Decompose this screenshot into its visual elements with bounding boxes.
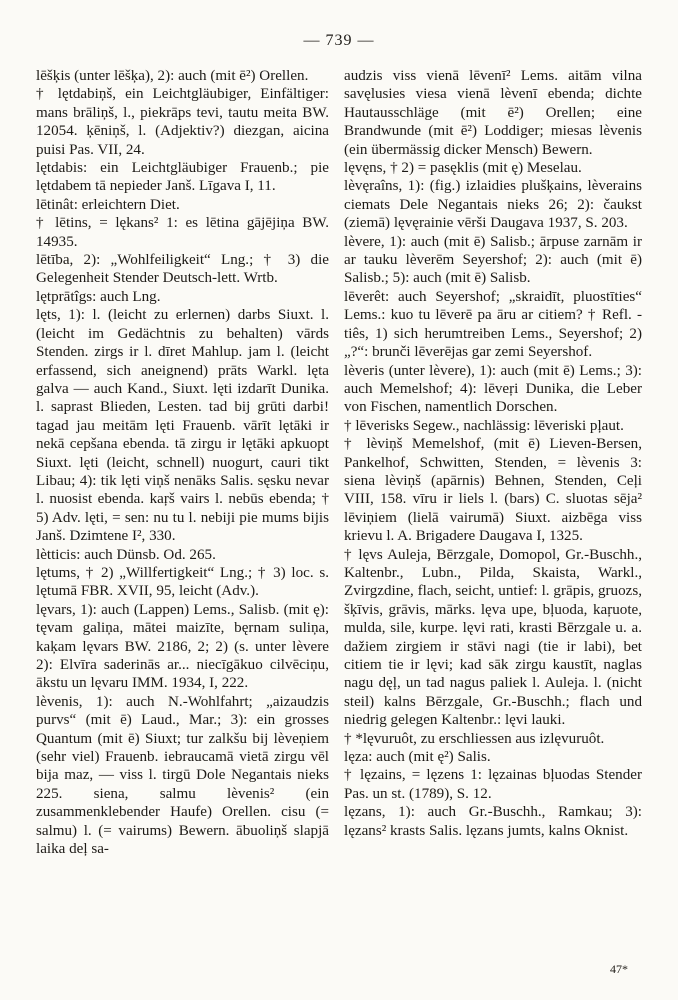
right-column — [344, 67, 642, 840]
dictionary-entry: lęzans, 1): auch Gr.-Buschh., Ramkau; 3): lęzans² krasts Salis. lęzans jumts, kalns Oknist. — [344, 804, 642, 839]
dictionary-entry: lēverêt: auch Seyershof; „skraidīt, pluostīties“ Lems.: kuo tu lēverē pa āru ar citiem? † Refl. -tiês, 1) sich herumtreiben Lems., Seyershof; 2) „?“: brunči lēverējas gar zemi Seyershof. — [344, 288, 642, 361]
left-column — [36, 67, 329, 858]
dictionary-entry: † *lęvuruôt, zu erschliessen aus izlęvuruôt. — [344, 730, 605, 747]
dictionary-entry: audzis viss vienā lēvenī² Lems. aitām vilna savęlusies viesa vienā lèvenī ebenda; dichte Hautausschläge (mit ē²) Orellen; eine Brandwunde (mit ē²) Loddiger; miesas lèvenis (ein übermässig dicker Mensch) Bewern. — [344, 68, 642, 158]
dictionary-entry: lęvęns, † 2) = pasęklis (mit ę) Meselau. — [344, 160, 582, 177]
dictionary-entry: lętprātîgs: auch Lng. — [36, 288, 161, 305]
page-number: — 739 — — [303, 32, 375, 49]
dictionary-entry: lętdabis: ein Leichtgläubiger Frauenb.; pie lętdabem tā nepieder Janš. Līgava I, 11. — [36, 160, 329, 195]
dictionary-entry: lęts, 1): l. (leicht zu erlernen) darbs Siuxt. l. (leicht im Gedächtnis zu behalten) vārds Stenden. zirgs ir l. dīret Mahlup. jam l. (leicht erfassend, sich aneignend) prāts Warkl. lęta galva — auch Kand., Siuxt. lęti izdarīt Dunika. l. saprast Blieden, Lesten. tad bij grūti darbi! tagad jau meitām lęti Frauenb. vārīt lętāki ir nekā cepšana ebenda. tā zirgu ir lętāki apkuopt Siuxt. lęti (leicht, schnell) nuogurt, cauri tikt Libau; 4): tik lęti viņš nenāks Salis. sęsku nevar l. nuosist ebenda. kaŗš vairs l. nebūs ebenda; † 5) Adv. lęti, = sen: nu tu l. nebiji pie mums bijis Janš. Dzimtene I², 330. — [36, 307, 329, 545]
dictionary-entry: lęza: auch (mit ę²) Salis. — [344, 749, 491, 766]
dictionary-entry: lētība, 2): „Wohlfeiligkeit“ Lng.; † 3) die Gelegenheit Stender Deutsch-lett. Wrtb. — [36, 252, 329, 287]
dictionary-entry: lētinât: erleichtern Diet. — [36, 196, 180, 213]
dictionary-entry: † lēverisks Segew., nachlässig: lēveriski pļaut. — [344, 417, 624, 434]
dictionary-entry: † lęvs Auleja, Bērzgale, Domopol, Gr.-Buschh., Kaltenbr., Lubn., Pilda, Skaista, Warkl., Zvirgzdine, flach, seicht, untief: l. grāpis, gruozs, šķīvis, grāvis, mārks. lęva upe, bļuoda, kaŗuote, mulda, sile, kurpe. lęvi rati, krasti Bērzgale u. a. dažiem zirgiem ir stāvi nagi (tie ir labi), bet citiem tie ir lęvi; kad sāk zirgu kaustīt, naglas nagu dęļ, un tad nagus paliek l. Auleja. l. (nicht steil) kalns Bērzgale, Gr.-Buschh.; flach und niedrig gelegen Kaltenbr.: lęvi lauki. — [344, 546, 642, 729]
dictionary-entry: lètticis: auch Dünsb. Od. 265. — [36, 546, 216, 563]
dictionary-entry: † lèviņš Memelshof, (mit ē) Lieven-Bersen, Pankelhof, Schwitten, Stenden, = lèvenis 3: siena lèviņš (apārnis) Behnen, Stenden, Ceļi VIII, 158. vīru ir liels l. (bars) C. sluotas sēja² lēviņiem (lielā vairumā) Siuxt. aizbēga viss krievu l. A. Brigadere Daugava I, 1325. — [344, 436, 642, 545]
dictionary-entry: lèvęraîns, 1): (fig.) izlaidies plušķains, lèverains ciemats Dele Negantais nieks 26; 2): čaukst (ziemā) lęvęrainie vērši Daugava 1937, S. 203. — [344, 178, 642, 232]
dictionary-entry: lèvere, 1): auch (mit ē) Salisb.; ārpuse zarnām ir ar tauku lèverēm Seyershof; 2): auch (mit ē) Salisb.; 5): auch (mit ē) Salisb. — [344, 233, 642, 287]
dictionary-entry: lèvenis, 1): auch N.-Wohlfahrt; „aizaudzis purvs“ (mit ē) Laud., Mar.; 3): ein grosses Quantum (mit ē) Siuxt; tur zalkšu bij lèveņiem (sehr viel) Frauenb. iebraucamā vietā zirgu vēl bija maz, — viss l. tirgū Dole Negantais nieks 225. siena, salmu lèvenis² (ein zusammenklebender Haufe) Orellen. cisu (= salmu) l. (= vairums) Bewern. ābuoliņš slapjā laika deļ sa- — [36, 693, 329, 858]
dictionary-entry: † lętdabiņš, ein Leichtgläubiger, Einfältiger: mans brāliņš, l., piekrāps tevi, tautu meita BW. 12054. ķēniņš, l. (Adjektiv?) diezgan, aicina puisi Pas. VII, 24. — [36, 86, 329, 158]
dictionary-entry: † lētins, = lękans² 1: es lētina gājējiņa BW. 14935. — [36, 215, 329, 250]
dictionary-entry: lęvars, 1): auch (Lappen) Lems., Salisb. (mit ę): tęvam galiņa, mātei maizīte, bęrnam suliņa, kaķam lęvars BW. 2186, 2; 2) (s. unter lèvere 2): Elvīra saderinās ar... niecīgākuo cilvēciņu, ākstu un lęvaru IMM. 1934, I, 222. — [36, 601, 329, 692]
dictionary-entry: lèveris (unter lèvere), 1): auch (mit ē) Lems.; 3): auch Memelshof; 4): lēveŗi Dunika, die Leber von Fischen, namentlich Dorschen. — [344, 362, 642, 416]
dictionary-entry: lętums, † 2) „Willfertigkeit“ Lng.; † 3) loc. s. lętumā FBR. XVII, 95, leicht (Adv.). — [36, 564, 329, 600]
dictionary-entry: † lęzains, = lęzens 1: lęzainas bļuodas Stender Pas. un st. (1789), S. 12. — [344, 767, 642, 802]
dictionary-entry: lēšķis (unter lēšķa), 2): auch (mit ē²) Orellen. — [36, 68, 309, 84]
printer-signature: 47* — [610, 962, 628, 976]
